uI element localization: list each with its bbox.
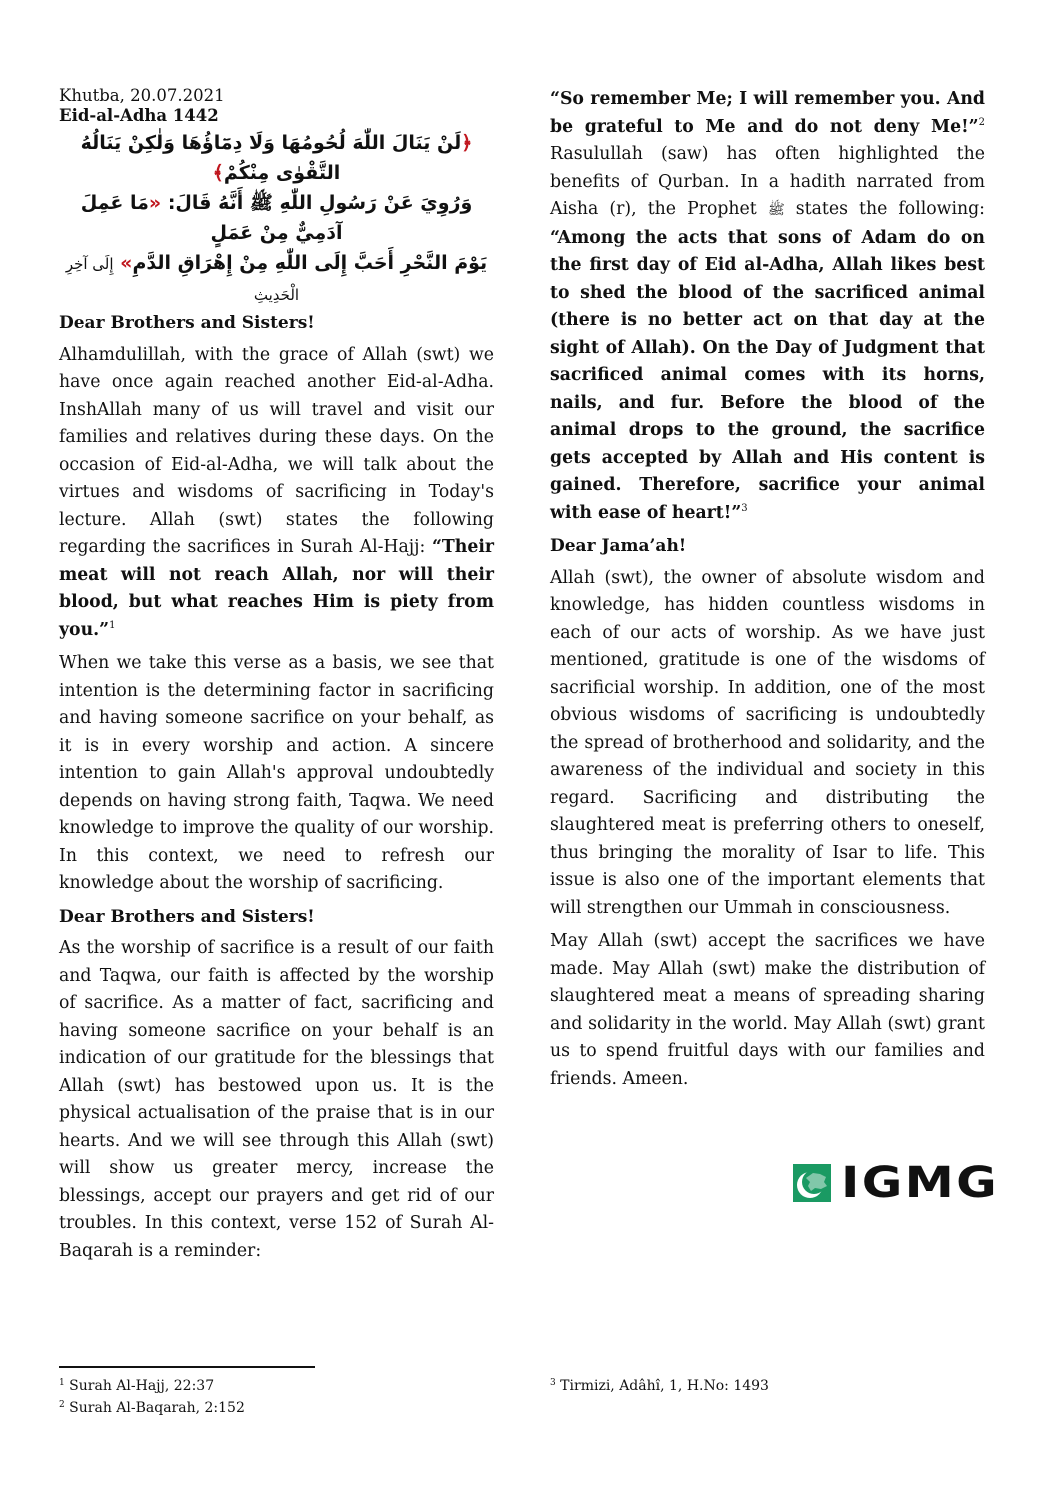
right-column	[550, 86, 985, 1099]
hadith-intro: وَرُوِيَ عَنْ رَسُولِ اللّٰهِ ﷺ أَنَّهُ قَالَ:	[167, 192, 473, 214]
footnote-text: Surah Al-Baqarah, 2:152	[64, 1400, 245, 1416]
hadith-part-2: يَوْمَ النَّحْرِ أَحَبَّ إِلَى اللّٰهِ مِنْ إِهْرَاقِ الدَّمِ	[132, 252, 488, 274]
paragraph: When we take this verse as a basis, we see that intention is the determining factor in sacrificing and having someone sacrifice on your behalf, as it is in every worship and action. A sincere intention to gain Allah's approval undoubtedly depends on having strong faith, Taqwa. We need knowledge to improve the quality of our worship. In this context, we need to refresh our knowledge about the worship of sacrificing.	[59, 653, 494, 893]
logo-wordmark: IGMG	[841, 1158, 999, 1208]
date-line: Khutba, 20.07.2021	[59, 86, 225, 105]
document-title: Eid-al-Adha 1442	[59, 106, 219, 125]
quran-quote: “Their meat will not reach Allah, nor will their blood, but what reaches Him is piety from you.”	[59, 537, 494, 640]
footnote-ref[interactable]: 1	[109, 619, 116, 631]
arabic-verse-block	[59, 128, 494, 310]
verse-close-bracket: ﴾	[212, 162, 224, 184]
arabic-verse-line	[59, 128, 494, 188]
hadith-part-1: مَا عَمِلَ آدَمِيٌّ مِنْ عَمَلٍ	[80, 192, 343, 244]
paragraph	[59, 342, 494, 645]
footnote-number: 2	[59, 1400, 65, 1410]
footnote	[59, 1376, 214, 1396]
footnote	[59, 1398, 245, 1418]
paragraph: As the worship of sacrifice is a result of our faith and Taqwa, our faith is affected by the worship of sacrifice. As a matter of fact, sacrificing and having someone sacrifice on your behalf is an indication of our gratitude for the blessings that Allah (swt) has bestowed upon us. It is the physical actualisation of the praise that is in our hearts. And we will see through this Allah (swt) will show us greater mercy, increase the blessings, accept our prayers and get rid of our troubles. In this context, verse 152 of Surah Al-Baqarah is a reminder:	[59, 938, 494, 1261]
section-heading: Dear Brothers and Sisters!	[59, 906, 315, 927]
verse-open-bracket: ﴿	[461, 132, 473, 154]
paragraph: May Allah (swt) accept the sacrifices we have made. May Allah (swt) make the distribution of slaughtered meat a means of spreading sharing and solidarity in the world. May Allah (swt) grant us to spend fruitful days with our families and friends. Ameen.	[550, 931, 985, 1089]
footnote-ref[interactable]: 3	[741, 502, 748, 514]
salawat-icon: ﷺ	[767, 202, 785, 218]
section-heading: Dear Jama’ah!	[550, 536, 687, 556]
hadith-quote-close: »	[120, 252, 133, 274]
section-heading: Dear Brothers and Sisters!	[59, 313, 315, 333]
hadith-end: إِلَى آخِرِ الْحَدِيثِ	[65, 255, 300, 304]
footnote-text: Tirmizi, Adâhî, 1, H.No: 1493	[555, 1378, 769, 1394]
hadith-quote: “Among the acts that sons of Adam do on the first day of Eid al-Adha, Allah likes best to shed the blood of the sacrificed animal (there is no better act on that day at the sight of Allah). On the Day of Judgment that sacrificed animal comes with its horns, nails, and fur. Before the blood of the animal drops to the ground, the sacrifice gets accepted by Allah and His content is gained. Therefore, sacrifice your animal with ease of heart!”	[550, 227, 985, 523]
footnote-ref[interactable]: 2	[978, 116, 985, 128]
footnote-number: 3	[550, 1378, 556, 1388]
crescent-europe-map-icon	[793, 1164, 831, 1202]
paragraph: Allah (swt), the owner of absolute wisdom and knowledge, has hidden countless wisdoms in each of our acts of worship. As we have just mentioned, gratitude is one of the wisdoms of sacrificial worship. In addition, one of the most obvious wisdoms of sacrificing is undoubtedly the spread of brotherhood and solidarity, and the awareness of the individual and society in this regard. Sacrificing and distributing the slaughtered meat is preferring others to oneself, thus bringing the morality of Isar to life. This issue is also one of the important elements that will strengthen our Ummah in consciousness.	[550, 567, 985, 918]
igmg-logo	[793, 1158, 999, 1208]
hadith-quote-open: «	[148, 192, 162, 214]
arabic-hadith-line-2	[59, 248, 494, 310]
paragraph-text: Rasulullah (saw) has often highlighted the benefits of Qurban. In a hadith narrated from Aisha (r), the Prophet	[550, 144, 985, 219]
quran-quote: “So remember Me; I will remember you. And be grateful to Me and do not deny Me!”	[550, 89, 985, 137]
paragraph-text: states the following:	[784, 199, 986, 219]
paragraph-text: Alhamdulillah, with the grace of Allah (swt) we have once again reached another Eid-al-Adha. InshAllah many of us will travel and visit our families and relatives during these days. On the occasion of Eid-al-Adha, we will talk about the virtues and wisdoms of sacrificing in Today's lecture. Allah (swt) states the following regarding the sacrifices in Surah Al-Hajj:	[59, 344, 494, 557]
footnote-number: 1	[59, 1378, 65, 1388]
footnote-text: Surah Al-Hajj, 22:37	[64, 1378, 215, 1394]
arabic-hadith-line-1	[59, 188, 494, 248]
arabic-verse: لَنْ يَنَالَ اللّٰهَ لُحُومُهَا وَلَا دِمَٓاؤُهَا وَلٰكِنْ يَنَالُهُ التَّقْوٰى مِنْكُمْ	[80, 132, 462, 184]
left-column	[59, 86, 494, 1271]
footnote	[550, 1376, 769, 1396]
paragraph	[550, 86, 985, 527]
footnote-divider	[59, 1366, 315, 1368]
